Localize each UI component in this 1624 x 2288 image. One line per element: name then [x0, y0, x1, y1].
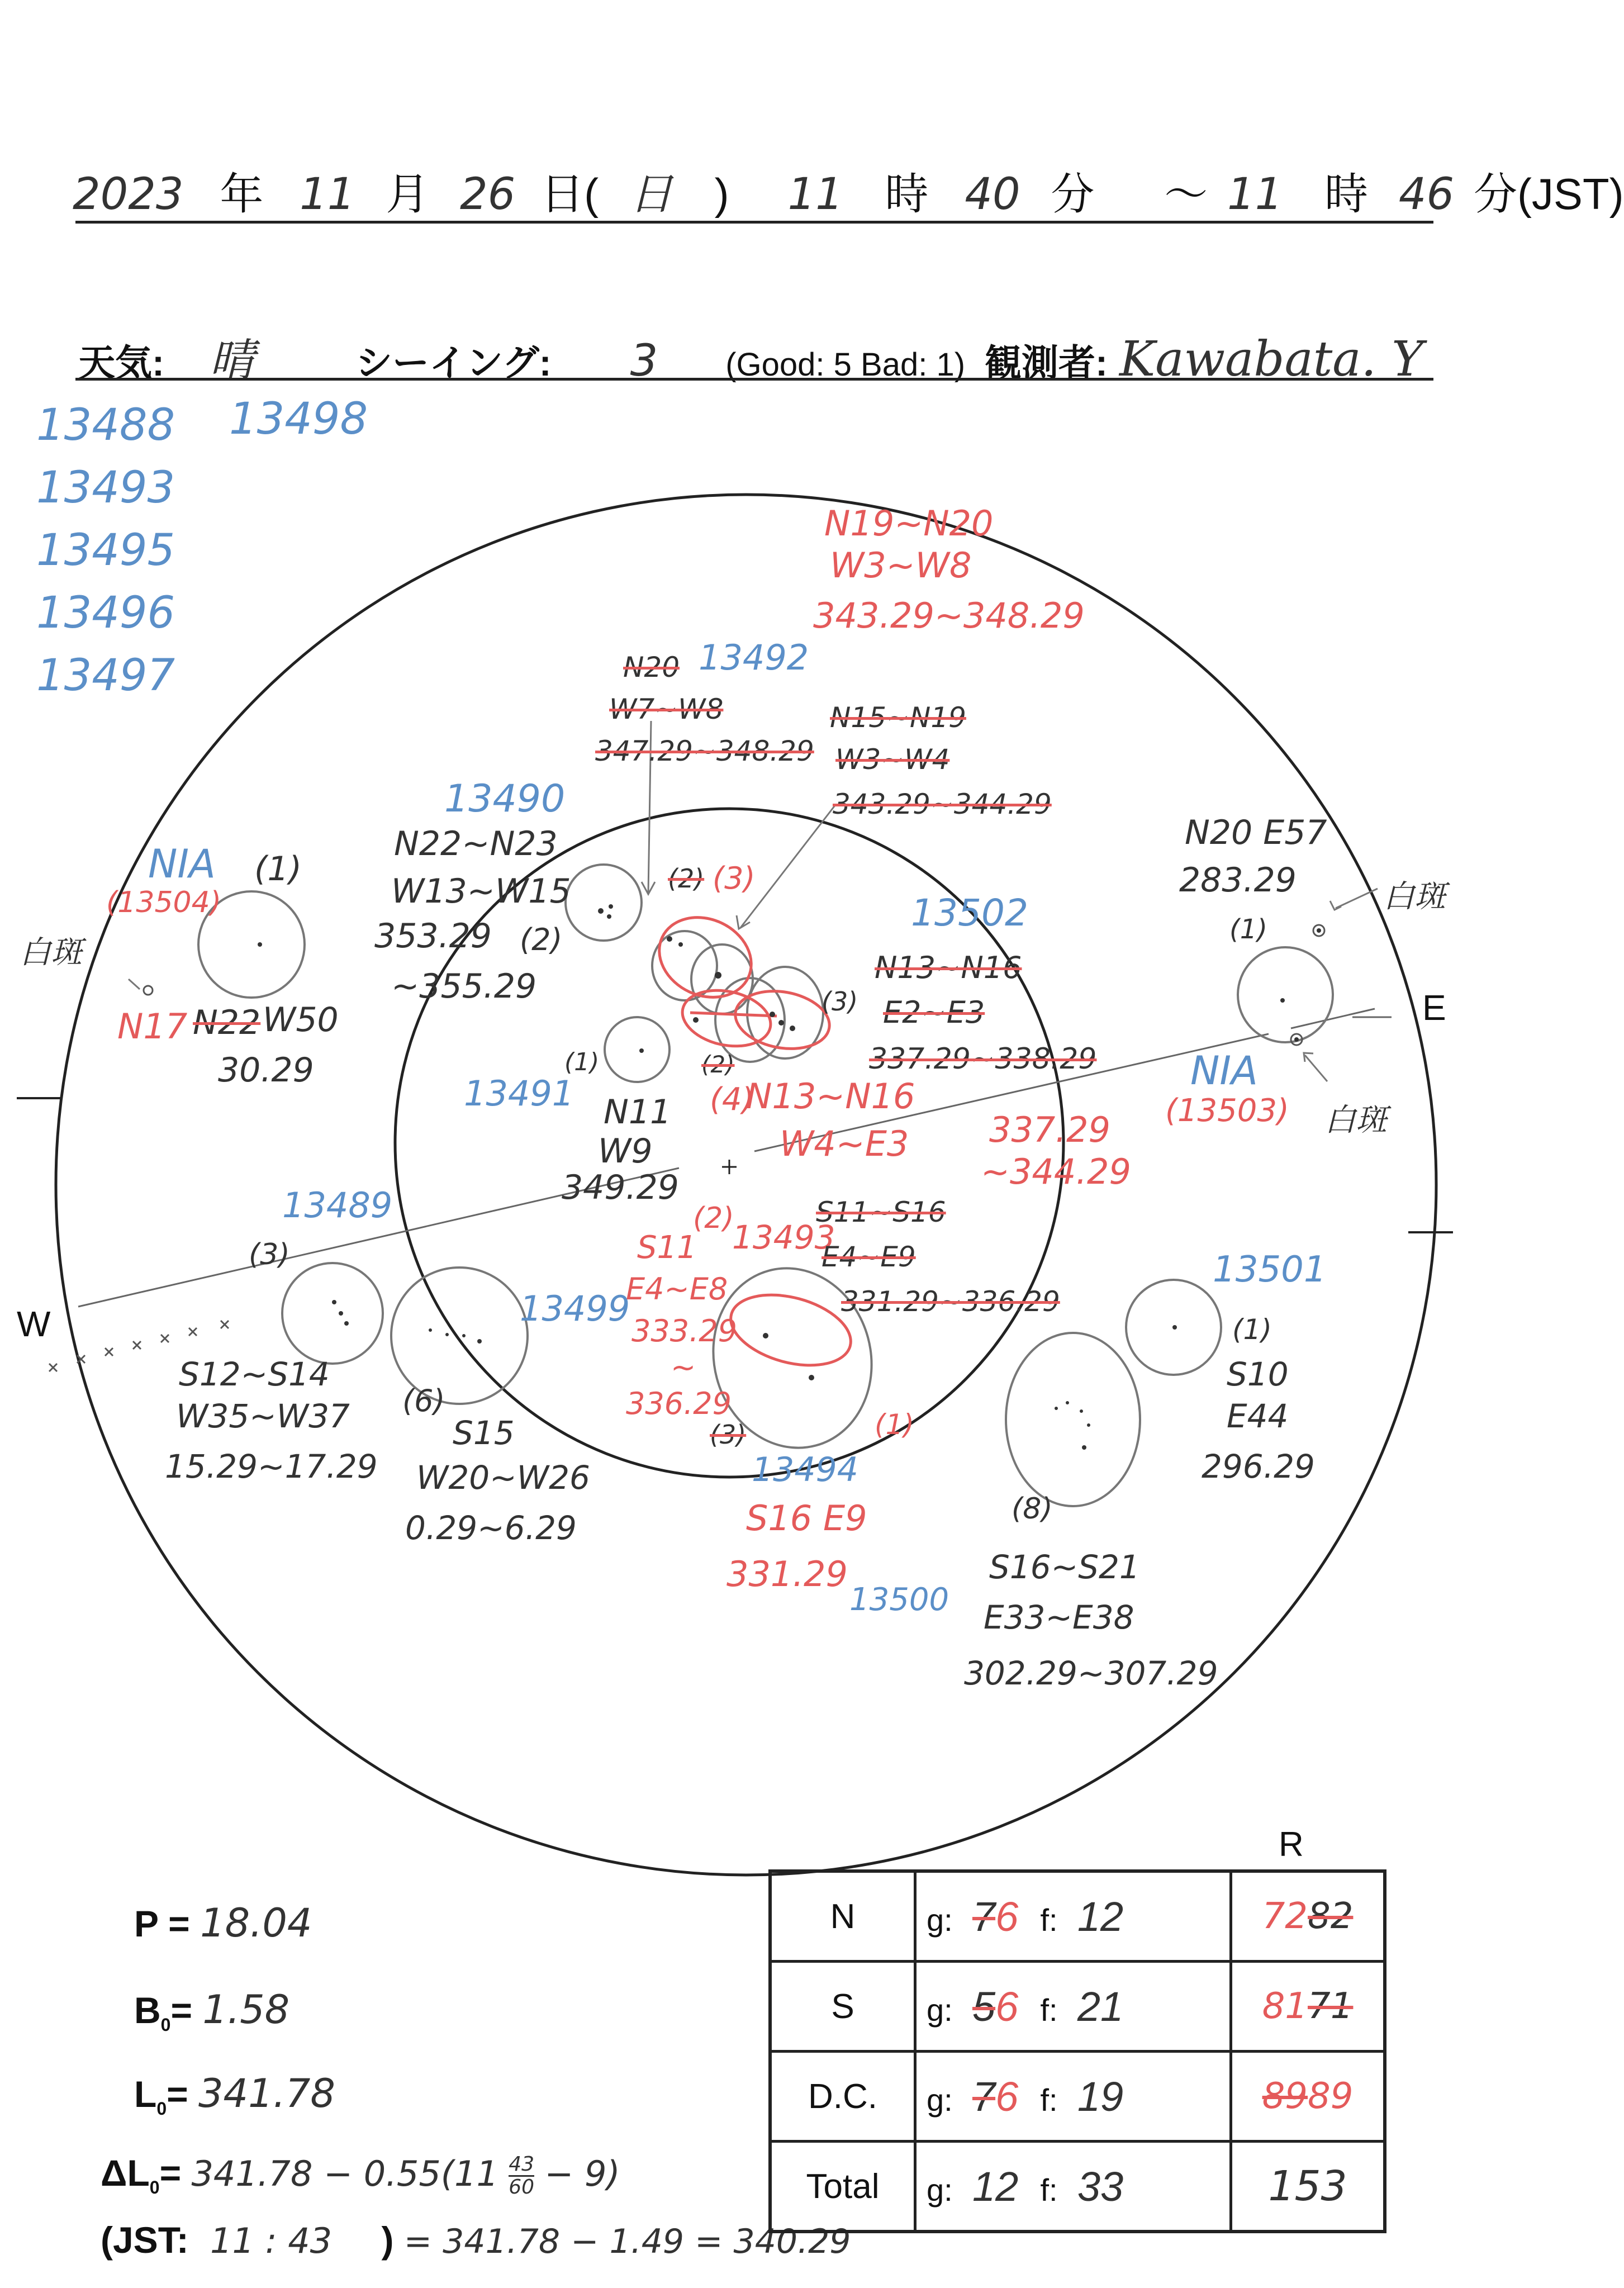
param-dL0-fraction: [509, 2154, 534, 2198]
param-dL0-formula-a: 341.78 − 0.55(11: [191, 2153, 498, 2194]
annotation-r13493-old-lat: S11~S16: [816, 1196, 946, 1228]
observer-signature: Kawabata. Y: [1119, 331, 1424, 387]
annotation-r13489-L: 15.29~17.29: [165, 1447, 378, 1485]
annotation-r13494-count: (1): [875, 1408, 914, 1441]
annotation-r13501-count: (1): [1232, 1313, 1272, 1346]
g-value: 6: [995, 2073, 1019, 2120]
r-cell: [1231, 2052, 1385, 2142]
annotation-r13493-num: 13493: [732, 1218, 835, 1256]
annotation-r13501-num: 13501: [1213, 1249, 1327, 1290]
annotation-r13491-L: 349.29: [562, 1168, 679, 1207]
annotation-r13493-L2: ~: [671, 1350, 696, 1385]
start-hour: 11: [787, 169, 843, 220]
annotation-r13492-num: 13492: [699, 637, 809, 678]
annotation-nia-left-lat-old: N22: [193, 1003, 261, 1042]
r-old-value: 82: [1308, 1896, 1354, 1937]
year-unit: 年: [220, 169, 264, 219]
annotation-r13492-count-old: (2): [668, 863, 705, 894]
annotation-r13502-lat-old: N13~N16: [875, 950, 1022, 985]
annotation-right-count: (1): [1229, 914, 1267, 945]
f-label: f:: [1040, 1992, 1058, 2028]
param-dL0-eq: =: [159, 2152, 182, 2194]
g-label: g:: [927, 1902, 953, 1938]
param-P-value: 18.04: [200, 1900, 312, 1946]
annotation-r13493-old-L: 331.29~336.29: [841, 1285, 1060, 1318]
annotation-right-top-pos: N20 E57: [1185, 813, 1327, 852]
annotation-red-mid-L2: ~344.29: [981, 1151, 1131, 1192]
param-L0-label: L: [134, 2073, 157, 2115]
disk-center-mark: [722, 1160, 737, 1174]
end-minute: 46: [1398, 169, 1455, 220]
param-jst-label: (JST:: [101, 2219, 189, 2261]
annotation-r13499-L: 0.29~6.29: [405, 1509, 577, 1547]
weekday-value: 日: [629, 169, 673, 220]
g-label: g:: [927, 2082, 953, 2118]
annotation-mid-lat-old: N15~N19: [830, 701, 966, 734]
annotation-r13492-L-old: 347.29~348.29: [595, 735, 814, 767]
annotation-r13493-lat: S11: [637, 1230, 697, 1266]
annotation-big-L: 302.29~307.29: [964, 1654, 1218, 1692]
r-old-value: 71: [1308, 1986, 1354, 2027]
annotation-r13491-count: (1): [564, 1048, 600, 1076]
annotation-nia-left-num: (13504): [106, 886, 221, 919]
row-gf-cell: [915, 1962, 1231, 2052]
annotation-nia-left-label: NIA: [148, 841, 216, 887]
f-value: 12: [1077, 1893, 1124, 1940]
weekday-close: ): [714, 169, 729, 219]
day-unit: 日(: [540, 169, 599, 219]
param-P-label: P =: [134, 1903, 190, 1944]
annotation-mid-L-old: 343.29~344.29: [833, 788, 1052, 820]
annotation-r13494-pos: S16 E9: [746, 1498, 867, 1539]
g-value: 6: [995, 1893, 1019, 1940]
table-row-south: [770, 1962, 1385, 2052]
month-unit: 月: [386, 169, 430, 219]
annotation-big-count: (8): [1012, 1492, 1053, 1526]
f-label: f:: [1040, 2082, 1058, 2118]
param-B0-label: B: [134, 1990, 161, 2031]
param-dL0-sub: 0: [149, 2177, 160, 2198]
annotation-r13489-count: (3): [249, 1238, 290, 1271]
param-P: [134, 1900, 312, 1946]
day-value: 26: [460, 169, 516, 220]
row-gf-cell: [915, 1871, 1231, 1962]
r-cell: [1231, 2142, 1385, 2232]
annotation-red-mid-count: (4): [710, 1081, 754, 1118]
param-dL0-label: ΔL: [101, 2152, 150, 2194]
annotation-r13502-lon-old: E2~E3: [883, 995, 985, 1030]
param-dL0-frac-num: 43: [509, 2153, 535, 2176]
year-value: 2023: [73, 169, 184, 220]
month-value: 11: [300, 169, 355, 220]
annotation-r13491-num: 13491: [464, 1073, 574, 1114]
param-dL0-result: = 341.78 − 1.49 = 340.29: [403, 2222, 851, 2261]
annotation-r13490-lat: N22~N23: [394, 824, 558, 863]
annotation-r13494-L: 331.29: [726, 1554, 848, 1594]
table-row-total: [770, 2142, 1385, 2232]
annotation-r13492-lon-old: W7~W8: [609, 693, 724, 725]
annotation-r13489-num: 13489: [282, 1185, 393, 1226]
minute-unit: 分: [1051, 169, 1095, 219]
row-label: Total: [770, 2142, 915, 2232]
region-list-item: 13493: [36, 463, 175, 513]
annotation-red-mid-lon: W4~E3: [780, 1123, 909, 1164]
annotation-r13492-count: (3): [713, 861, 756, 896]
table-r-header: R: [1279, 1825, 1304, 1864]
param-L0-sub: 0: [156, 2099, 167, 2119]
param-B0-value: 1.58: [202, 1987, 290, 2033]
annotation-r13502-count-old: (2): [701, 1051, 735, 1078]
param-B0-sub: 0: [160, 2015, 171, 2035]
param-dL0: [101, 2152, 620, 2198]
annotation-r13501-L: 296.29: [1202, 1447, 1315, 1485]
region-list-item: 13496: [36, 588, 175, 638]
annotation-r13490-lon: W13~W15: [391, 872, 571, 911]
region-list-item: 13498: [229, 394, 368, 444]
seeing-scale: (Good: 5 Bad: 1): [725, 346, 966, 383]
annotation-r13489-lon: W35~W37: [176, 1397, 350, 1435]
g-old-value: 5: [972, 1983, 996, 2030]
annotation-r13490-num: 13490: [444, 777, 566, 821]
annotation-red-top-L: 343.29~348.29: [813, 595, 1085, 636]
annotation-r13502-L-old: 337.29~338.29: [869, 1042, 1097, 1076]
r-value: 72: [1262, 1896, 1308, 1937]
row-label: D.C.: [770, 2052, 915, 2142]
param-jst-value: 11 : 43: [210, 2220, 333, 2261]
param-L0: [134, 2071, 335, 2119]
annotation-r13499-lat: S15: [453, 1414, 515, 1452]
param-jst: [101, 2219, 851, 2261]
annotation-nia-right-label: NIA: [1190, 1048, 1258, 1094]
annotation-r13493-lon: E4~E8: [626, 1271, 728, 1307]
annotation-nia-left-lat-red: N17: [117, 1006, 188, 1047]
param-jst-close: ): [381, 2219, 394, 2261]
annotation-r13501-lon: E44: [1227, 1397, 1289, 1435]
annotation-red-mid-L1: 337.29: [989, 1109, 1110, 1150]
annotation-r13490-count: (2): [520, 922, 563, 957]
param-L0-value: 341.78: [198, 2071, 335, 2116]
g-label: g:: [927, 2172, 953, 2208]
r-value: 153: [1268, 2162, 1347, 2210]
r-cell: [1231, 1871, 1385, 1962]
row-gf-cell: [915, 2052, 1231, 2142]
annotation-r13499-num: 13499: [520, 1288, 630, 1329]
weather-label: 天気:: [78, 342, 164, 383]
f-value: 33: [1077, 2163, 1124, 2210]
annotation-red-mid-lat: N13~N16: [746, 1076, 915, 1117]
weather-value: 晴: [209, 334, 254, 386]
row-gf-cell: [915, 2142, 1231, 2232]
annotation-r13490-L2: ~355.29: [391, 967, 537, 1006]
annotation-red-top-lat: N19~N20: [824, 503, 994, 544]
annotation-r13493-count: (2): [693, 1202, 734, 1235]
hour-unit: 時: [885, 169, 929, 219]
row-label: S: [770, 1962, 915, 2052]
param-dL0-formula-b: − 9): [544, 2153, 620, 2194]
region-list-item: 13495: [36, 525, 175, 576]
r-old-value: 89: [1262, 2076, 1308, 2117]
annotation-right-top-L: 283.29: [1179, 861, 1297, 900]
end-hour: 11: [1227, 169, 1283, 220]
g-value: 12: [972, 2163, 1019, 2210]
annotation-r13489-lat: S12~S14: [179, 1355, 330, 1393]
hour-unit-end: 時: [1324, 169, 1369, 219]
annotation-r13493-L3: 336.29: [626, 1386, 732, 1421]
f-label: f:: [1040, 1902, 1058, 1938]
compass-east: E: [1422, 988, 1446, 1028]
r-value: 89: [1308, 2076, 1354, 2117]
seeing-label: シーイング:: [355, 342, 552, 383]
g-value: 6: [995, 1983, 1019, 2030]
annotation-hakuhan-left: 白斑: [20, 934, 82, 971]
start-minute: 40: [965, 169, 1020, 220]
annotation-r13499-count: (6): [402, 1383, 445, 1418]
annotation-nia-left-lon: W50: [263, 1000, 339, 1039]
solar-disk-outline: [56, 495, 1436, 1875]
annotation-r13491-lat: N11: [604, 1093, 672, 1132]
param-dL0-frac-den: 60: [509, 2176, 535, 2199]
annotation-r13493-L1: 333.29: [631, 1313, 737, 1349]
region-list-item: 13497: [36, 651, 175, 701]
g-label: g:: [927, 1992, 953, 2028]
annotation-r13499-lon: W20~W26: [416, 1459, 590, 1497]
annotation-big-lon: E33~E38: [984, 1598, 1134, 1636]
annotation-r13500-num: 13500: [849, 1582, 949, 1618]
annotation-r13490-L1: 353.29: [374, 917, 492, 956]
annotation-mid-lon-old: W3~W4: [835, 743, 950, 776]
annotation-r13494-num: 13494: [752, 1450, 858, 1489]
annotation-nia-left-count: (1): [254, 849, 302, 889]
param-B0: [134, 1987, 289, 2035]
tilde: ～: [1164, 169, 1208, 219]
row-label: N: [770, 1871, 915, 1962]
f-value: 19: [1077, 2073, 1124, 2120]
compass-west: W: [17, 1304, 51, 1344]
r-cell: [1231, 1962, 1385, 2052]
annotation-big-lat: S16~S21: [989, 1548, 1140, 1586]
annotation-red-top-lon: W3~W8: [830, 545, 972, 586]
param-B0-eq: =: [170, 1990, 193, 2031]
table-row-dc: [770, 2052, 1385, 2142]
f-value: 21: [1077, 1983, 1124, 2030]
annotation-hakuhan-right2: 白斑: [1324, 1102, 1387, 1138]
annotation-nia-right-num: (13503): [1165, 1093, 1289, 1129]
table-row-north: [770, 1871, 1385, 1962]
g-old-value: 7: [972, 1893, 996, 1940]
annotation-r13493-old-lon: E4~E9: [822, 1241, 916, 1273]
annotation-nia-left-L: 30.29: [218, 1051, 314, 1090]
f-label: f:: [1040, 2172, 1058, 2208]
g-old-value: 7: [972, 2073, 996, 2120]
seeing-value: 3: [630, 336, 658, 386]
annotation-r13491-lon: W9: [598, 1132, 653, 1171]
minute-unit-jst: 分(JST): [1473, 169, 1624, 219]
annotation-r13502-num: 13502: [911, 891, 1028, 934]
annotation-r13502-count: (3): [822, 986, 858, 1017]
annotation-r13501-lat: S10: [1227, 1355, 1289, 1393]
r-value: 81: [1262, 1986, 1308, 2027]
sunspot-count-table: [768, 1869, 1386, 2233]
annotation-r13492-lat-old: N20: [623, 651, 680, 683]
param-L0-eq: =: [167, 2073, 188, 2115]
annotation-hakuhan-right1: 白斑: [1383, 879, 1446, 915]
observer-label: 観測者:: [985, 342, 1108, 383]
region-list-item: 13488: [36, 400, 175, 450]
annotation-r13494-count-old: (3): [710, 1420, 747, 1450]
